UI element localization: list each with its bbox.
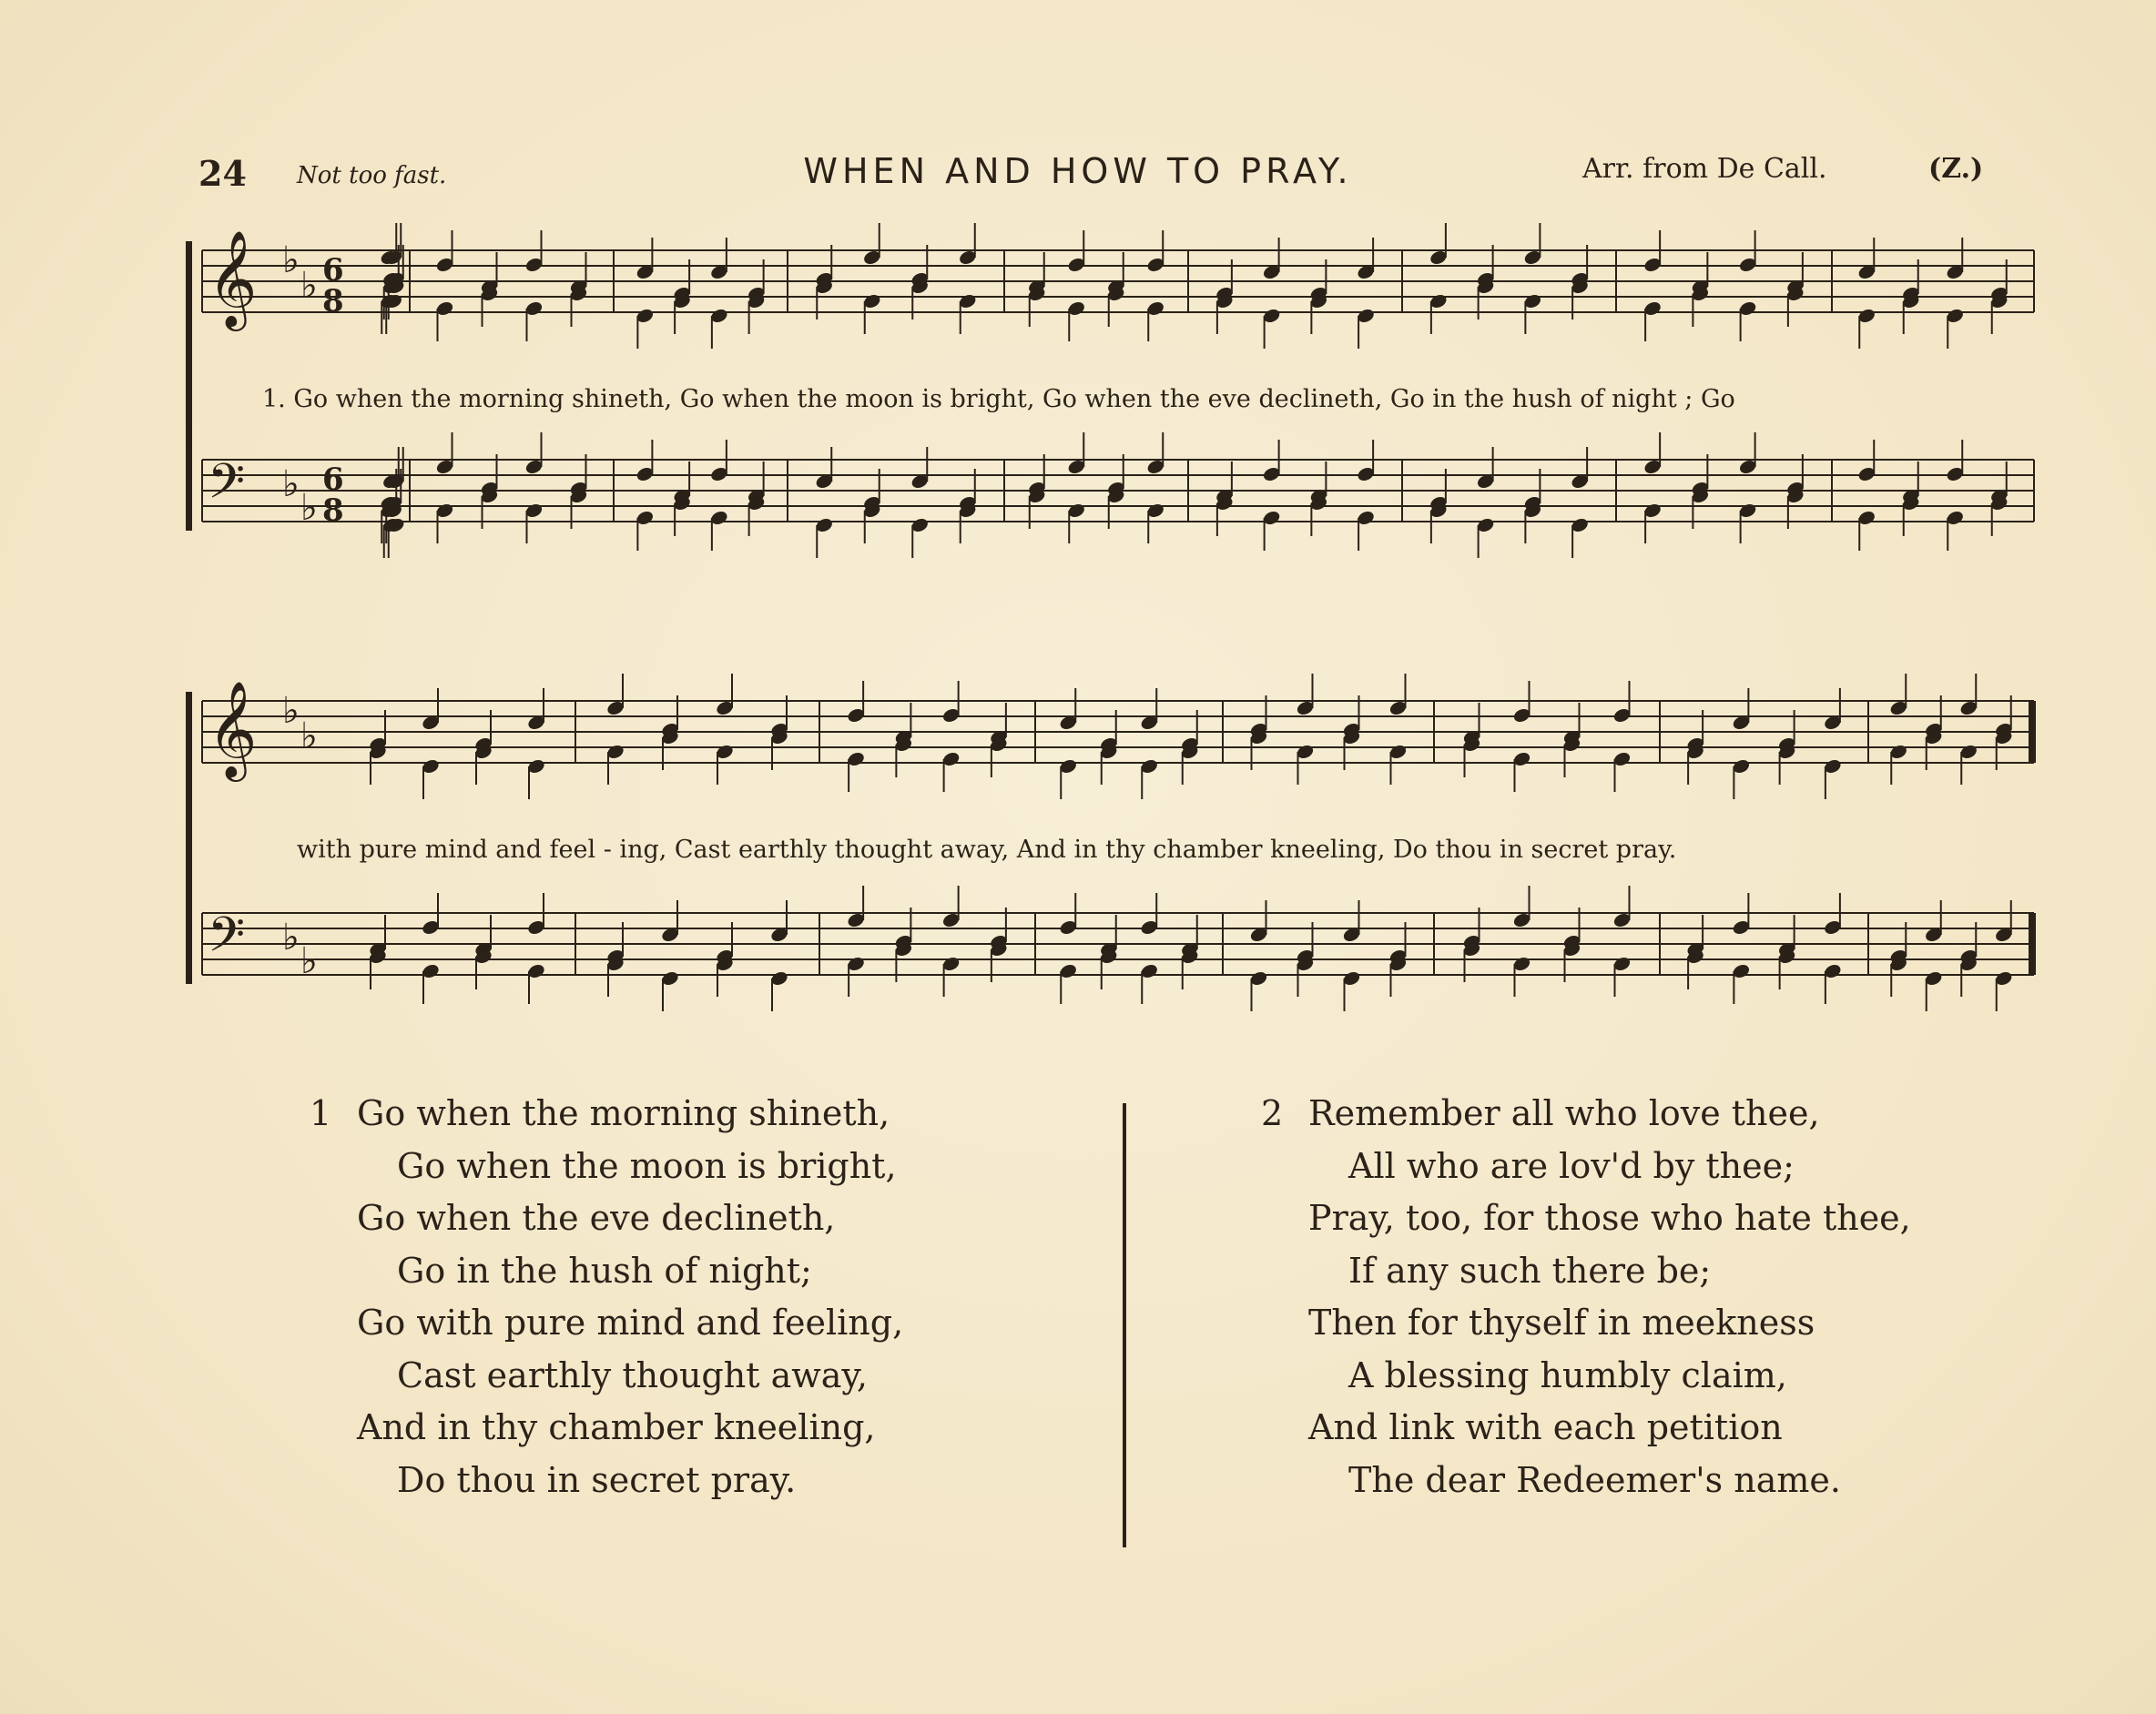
time-signature-top: 6 (322, 461, 344, 498)
verse-line: Pray, too, for those who hate thee, (1308, 1198, 1911, 1238)
verse-line: Go with pure mind and feeling, (357, 1303, 904, 1343)
verse-line: 2 Remember all who love thee, (1261, 1088, 2062, 1141)
tempo-marking: Not too fast. (297, 162, 447, 189)
verse-line: Go when the eve declineth, (357, 1198, 836, 1238)
flat-icon: ♭ (300, 487, 318, 529)
verse-line: 1 Go when the morning shineth, (310, 1088, 1111, 1141)
treble-clef-icon: 𝄞 (208, 680, 258, 777)
verse-number: 2 (1261, 1093, 1284, 1133)
flat-icon: ♭ (300, 715, 318, 757)
verse-line: Do thou in secret pray. (397, 1459, 797, 1500)
verse-line: Go in the hush of night; (397, 1250, 812, 1291)
verse-line: All who are lov'd by thee; (1348, 1145, 1795, 1186)
flat-icon: ♭ (282, 917, 300, 958)
final-bar-line (2029, 701, 2036, 763)
bass-clef-icon: 𝄢 (208, 908, 246, 975)
hymn-title: WHEN AND HOW TO PRAY. (803, 151, 1353, 191)
system-brace (186, 692, 192, 984)
flat-icon: ♭ (282, 690, 300, 732)
notes-layer (368, 223, 2014, 1011)
verse-line: Cast earthly thought away, (397, 1354, 868, 1395)
verse-divider (1123, 1103, 1126, 1547)
verse-1 (310, 1088, 1111, 1506)
system-1-lyrics: 1. Go when the morning shineth, Go when the moon is bright, Go when the eve declineth, Go in the hush of night ; Go (262, 385, 1735, 413)
verse-2 (1261, 1088, 2062, 1506)
verse-line: And in thy chamber kneeling, (357, 1407, 876, 1447)
system-brace (186, 241, 192, 531)
system-2-lyrics: with pure mind and feel - ing, Cast earthly thought away, And in thy chamber kneeling, Do thou in secret pray. (297, 836, 1677, 864)
time-signature-bottom: 8 (322, 492, 344, 529)
flat-icon: ♭ (282, 463, 300, 505)
verse-line: And link with each petition (1308, 1407, 1783, 1447)
treble-clef-icon: 𝄞 (208, 229, 258, 327)
flat-icon: ♭ (300, 940, 318, 982)
verse-line: A blessing humbly claim, (1348, 1354, 1787, 1395)
staff-systems (186, 229, 2036, 984)
bass-clef-icon: 𝄢 (208, 454, 246, 522)
arranger-credit: Arr. from De Call. (1582, 153, 1827, 185)
tune-mark: (Z.) (1928, 153, 1984, 185)
flat-icon: ♭ (300, 265, 318, 307)
page-number: 24 (198, 153, 247, 194)
time-signature-top: 6 (322, 252, 344, 289)
verse-line: Go when the moon is bright, (397, 1145, 897, 1186)
verse-line: Then for thyself in meekness (1308, 1303, 1815, 1343)
verse-number: 1 (310, 1093, 332, 1133)
final-bar-line (2029, 913, 2036, 975)
time-signature-bottom: 8 (322, 283, 344, 319)
flat-icon: ♭ (282, 239, 300, 281)
verse-line: The dear Redeemer's name. (1348, 1459, 1841, 1500)
verse-line: If any such there be; (1348, 1250, 1712, 1291)
